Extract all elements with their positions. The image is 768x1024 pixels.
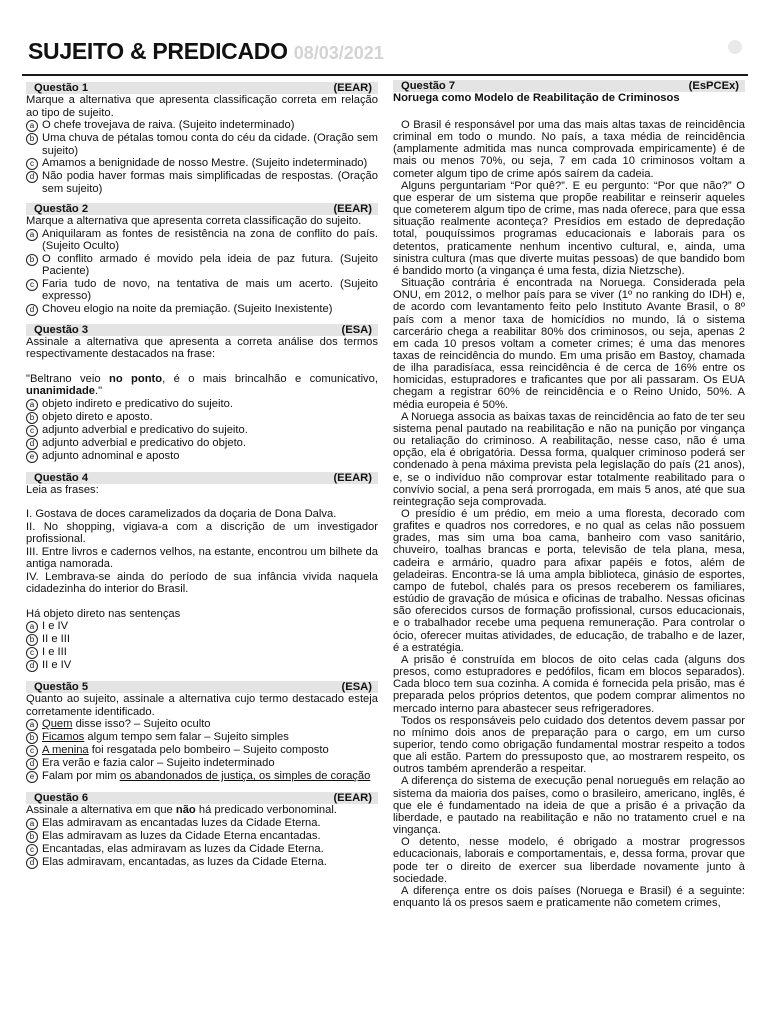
option-rest: Falam por mim [42,770,120,782]
question-source: (EEAR) [333,82,372,94]
option-c[interactable] [26,843,378,856]
question-source: (EsPCEx) [688,80,739,92]
paragraph: A Noruega associa as baixas taxas de reincidência ao fato de ter seu sistema penal pautado na reabilitação e não na punição por vingança ou retaliação do criminoso. A reabilitação, nesse caso, não é uma opção, ela é obrigatória. Dessa forma, qualquer criminoso poderá ser condenado à pena máxima prevista pela legislação do país (21 anos), e, se o indivíduo não comprovar estar totalmente reabilitado para o convívio social, a pena será prorrogada, em mais 5 anos, até que sua reintegração seja comprovada. [393,410,745,508]
highlighted-term: Ficamos [42,731,85,743]
option-e[interactable] [26,450,378,463]
option-a[interactable] [26,398,378,411]
option-a[interactable] [26,119,378,132]
question-text: Marque a alternativa que apresenta correta classificação do sujeito. [26,215,362,227]
option-text: I e III [42,646,67,658]
paragraph: Situação contrária é encontrada na Noruega. Considerada pela ONU, em 2012, o melhor país para se viver (1º no ranking do IDH) e, de acordo com levantamento feito pelo Instituto Avante Brasil, o 8º país com a menor taxa de homicídios no mundo, lá o sistema carcerário chega a reabilitar 80% dos criminosos, ou seja, apenas 2 em cada 10 presos voltam a cometer crimes; é uma das menores taxas de reincidência do mundo. Em uma prisão em Bastoy, chamada de ilha paradisíaca, essa reincidência é de cerca de 16% entre os homicidas, estupradores e traficantes que por ali passaram. Os EUA chegam a registrar 60% de reincidência e o Reino Unido, 50%. A média europeia é 50%. [393,277,745,411]
quoted-sentence [26,373,378,398]
option-text: Choveu elogio na noite da premiação. (Sujeito Inexistente) [42,302,333,315]
option-letter: a [26,621,38,633]
question-text: Marque a alternativa que apresenta classificação correta em relação ao tipo de sujeito. [26,94,378,119]
question-source: (EEAR) [333,471,372,484]
question-header [26,681,378,693]
option-d[interactable] [26,659,378,672]
option-c[interactable] [26,646,378,659]
question-label: Questão 5 [34,681,89,693]
question-text: Há objeto direto nas sentenças [26,607,181,620]
question-intro: Leia as frases: [26,483,99,496]
option-letter: b [26,831,38,843]
option-letter: a [26,719,38,731]
highlighted-term: não [175,804,196,816]
option-b[interactable] [26,731,378,744]
question-header [26,324,378,336]
paragraph: A prisão é construída em blocos de oito celas cada (alguns dos presos, como estupradores e pedófilos, ficam em blocos separados). Cada bloco tem sua cozinha. A comida é fornecida pela prisão, mas é preparada pelos próprios detentos, que podem comprar alimentos no mercado interno para abastecer seus refrigeradores. [393,653,745,715]
option-letter: c [26,158,38,170]
option-text: adjunto adverbial e predicativo do sujeito. [42,423,248,436]
option-text: Elas admiravam as luzes da Cidade Eterna encantadas. [42,829,321,842]
option-letter: e [26,771,38,783]
quote-part: "Beltrano veio [26,372,109,385]
option-a[interactable] [26,718,378,731]
option-letter: c [26,279,38,291]
sentence-3: III. Entre livros e cadernos velhos, na estante, encontrou um bilhete da antiga namorada. [26,545,378,570]
header-divider [22,74,748,76]
option-text: adjunto adverbial e predicativo do objeto. [42,436,247,449]
option-d[interactable] [26,170,378,195]
option-letter: a [26,399,38,411]
question-label: Questão 7 [401,80,456,92]
paragraph: O Brasil é responsável por uma das mais altas taxas de reincidência criminal em todo o mundo. No país, a taxa média de reincidência (amplamente admitida mas nunca comprovada empiricamente) é de mais ou menos 70%, ou seja, 7 em cada 10 criminosos voltam a cometer algum tipo de crime após saírem da cadeia. [393,119,745,180]
option-rest: algum tempo sem falar – Sujeito simples [84,731,289,743]
option-letter: c [26,425,38,437]
option-a[interactable] [26,620,378,633]
option-c[interactable] [26,424,378,437]
page-header [28,38,384,68]
quote-part: ." [95,385,103,397]
option-text: Era verão e fazia calor – Sujeito indeterminado [42,757,275,769]
option-d[interactable] [26,303,378,316]
option-text: Encantadas, elas admiravam as luzes da Cidade Eterna. [42,842,324,855]
option-a[interactable] [26,817,378,830]
question-5 [26,681,378,783]
option-letter: d [26,438,38,450]
option-b[interactable] [26,253,378,278]
question-label: Questão 4 [34,471,89,484]
highlighted-term: Quem [42,718,73,730]
reading-text [393,119,745,909]
option-text: Amamos a benignidade de nosso Mestre. (Sujeito indeterminado) [42,157,368,169]
option-letter: a [26,120,38,132]
question-source: (ESA) [341,323,372,336]
question-2 [26,203,378,316]
paragraph: O detento, nesse modelo, é obrigado a mostrar progressos educacionais, laborais e comportamentais, e, dessa forma, provar que pode ter o direito de exercer sua liberdade novamente junto à sociedade. [393,836,745,885]
paragraph: A diferença entre os dois países (Noruega e Brasil) é a seguinte: enquanto lá os presos saem e praticamente não cometem crimes, [393,884,745,909]
question-1 [26,82,378,195]
option-b[interactable] [26,411,378,424]
option-c[interactable] [26,278,378,303]
option-letter: a [26,229,38,241]
option-text: adjunto adnominal e aposto [42,449,180,462]
option-text: objeto indireto e predicativo do sujeito. [42,397,233,410]
question-label: Questão 6 [34,792,89,804]
question-label: Questão 2 [34,203,89,215]
option-letter: c [26,844,38,856]
option-text: Uma chuva de pétalas tomou conta do céu da cidade. (Oração sem sujeito) [42,132,378,157]
option-text: Elas admiravam as encantadas luzes da Cidade Eterna. [42,816,321,829]
text-subtitle: Noruega como Modelo de Reabilitação de Criminosos [393,92,680,104]
question-6 [26,792,378,869]
option-rest: disse isso? – Sujeito oculto [72,718,211,730]
question-text [26,804,378,817]
option-d[interactable] [26,437,378,450]
option-letter: c [26,647,38,659]
logo-icon [728,40,742,54]
option-text [42,731,289,744]
option-text: I e IV [42,620,69,632]
left-column [26,82,378,869]
option-text: II e IV [42,659,72,671]
option-letter: b [26,133,38,145]
option-text: Faria tudo de novo, na tentativa de mais um acerto. (Sujeito expresso) [42,277,378,302]
option-text: Não podia haver formas mais simplificadas de respostas. (Oração sem sujeito) [42,170,378,195]
text-part: Assinale a alternativa em que [26,804,176,816]
sentence-2: II. No shopping, vigiava-a com a discrição de um investigador profissional. [26,520,378,545]
option-b[interactable] [26,830,378,843]
sentence-1: I. Gostava de doces caramelizados da doçaria de Dona Dalva. [26,508,337,520]
option-b[interactable] [26,132,378,157]
option-letter: d [26,857,38,869]
highlighted-term: no ponto [108,372,163,385]
option-letter: c [26,745,38,757]
option-text: Elas admiravam, encantadas, as luzes da Cidade Eterna. [42,855,327,868]
option-letter: d [26,660,38,672]
option-letter: e [26,451,38,463]
paragraph: Alguns perguntariam “Por quê?”. E eu pergunto: “Por que não?” O que esperar de um sistema que propõe reabilitar e reinserir aqueles que cometerem algum tipo de crime, mas nada oferece, para que essa situação realmente aconteça? Presídios em estado de depredação total, pouquíssimos programas educacionais e laborais para os detentos, praticamente nenhum incentivo cultural, e, ainda, uma sinistra cultura (mas que diverte muitas pessoas) de que bandido bom é bandido morto (a vingança é uma festa, dizia Nietzsche). [393,179,745,277]
question-text: Assinale a alternativa que apresenta a correta análise dos termos respectivamente destacados na frase: [26,335,378,360]
option-text: II e III [42,633,70,645]
question-source: (EEAR) [333,792,372,804]
text-part: há predicado verbonominal. [195,804,337,816]
option-text [42,718,211,731]
option-letter: d [26,758,38,770]
page-title: SUJEITO & PREDICADO [28,38,288,64]
right-column [393,80,745,909]
question-label: Questão 3 [34,323,89,336]
question-header [26,82,378,94]
option-rest: foi resgatada pelo bombeiro – Sujeito composto [88,744,329,756]
question-header [393,80,745,92]
question-label: Questão 1 [34,82,89,94]
option-letter: a [26,818,38,830]
option-d[interactable] [26,856,378,869]
paragraph: Todos os responsáveis pelo cuidado dos detentos devem passar por no mínimo dois anos de preparação para o cargo, em um curso superior, tendo como obrigação fundamental mostrar respeito a todos que ali estão. Partem do pressuposto que, ao mostrarem respeito, os outros também aprenderão a respeitar. [393,714,745,776]
highlighted-term: unanimidade [26,385,95,397]
option-letter: b [26,732,38,744]
highlighted-term: A menina [42,744,89,756]
option-a[interactable] [26,228,378,253]
paragraph: A diferença do sistema de execução penal norueguês em relação ao sistema da maioria dos países, como o brasileiro, americano, inglês, é que ele é fundamentado na ideia de que a prisão é a privação da liberdade, e pautado na reabilitação e não no tratamento cruel e na vingança. [393,775,745,837]
quote-part: , é o mais brincalhão e comunicativo, [162,372,378,385]
option-e[interactable] [26,770,378,783]
sentence-4: IV. Lembrava-se ainda do período de sua infância vivida naquela cidadezinha do interior do Brasil. [26,570,378,595]
question-source: (EEAR) [333,203,372,215]
page-date: 08/03/2021 [293,43,384,63]
option-text: objeto direto e aposto. [42,410,153,423]
option-c[interactable] [26,157,378,170]
option-text [42,744,329,757]
option-letter: b [26,412,38,424]
question-text: Quanto ao sujeito, assinale a alternativa cujo termo destacado esteja corretamente identificado. [26,693,378,718]
option-letter: d [26,304,38,316]
option-c[interactable] [26,744,378,757]
option-d[interactable] [26,757,378,770]
question-4 [26,472,378,673]
question-header [26,472,378,484]
question-header [26,792,378,804]
option-letter: d [26,171,38,183]
question-3 [26,324,378,463]
highlighted-term: os abandonados de justiça, os simples de coração [119,770,371,782]
option-text [42,770,370,783]
option-text: O conflito armado é movido pela ideia de paz futura. (Sujeito Paciente) [42,252,378,277]
paragraph: O presídio é um prédio, em meio a uma floresta, decorado com grafites e quadros nos corredores, e no qual as celas não possuem grades, mas sim uma boa cama, banheiro com vaso sanitário, chuveiro, toalhas brancas e porta, televisão de tela plana, mesa, cadeira e armário, quadro para afixar papéis e fotos, além de geladeiras. Encontra-se lá uma ampla biblioteca, ginásio de esportes, campo de futebol, chalés para os presos receberem os familiares, estúdio de gravação de música e oficinas de trabalho. Nessas oficinas são oferecidos cursos de formação profissional, cursos educacionais, e o trabalhador recebe uma pequena remuneração. Para controlar o ócio, oferecer muitas atividades, de educação, de trabalho e de lazer, é a estratégia. [393,508,745,654]
option-text: Aniquilaram as fontes de resistência na zona de conflito do país. (Sujeito Oculto) [42,227,378,252]
option-text: O chefe trovejava de raiva. (Sujeito indeterminado) [42,119,295,131]
option-b[interactable] [26,633,378,646]
option-letter: b [26,634,38,646]
option-letter: b [26,254,38,266]
question-source: (ESA) [341,681,372,693]
question-header [26,203,378,215]
